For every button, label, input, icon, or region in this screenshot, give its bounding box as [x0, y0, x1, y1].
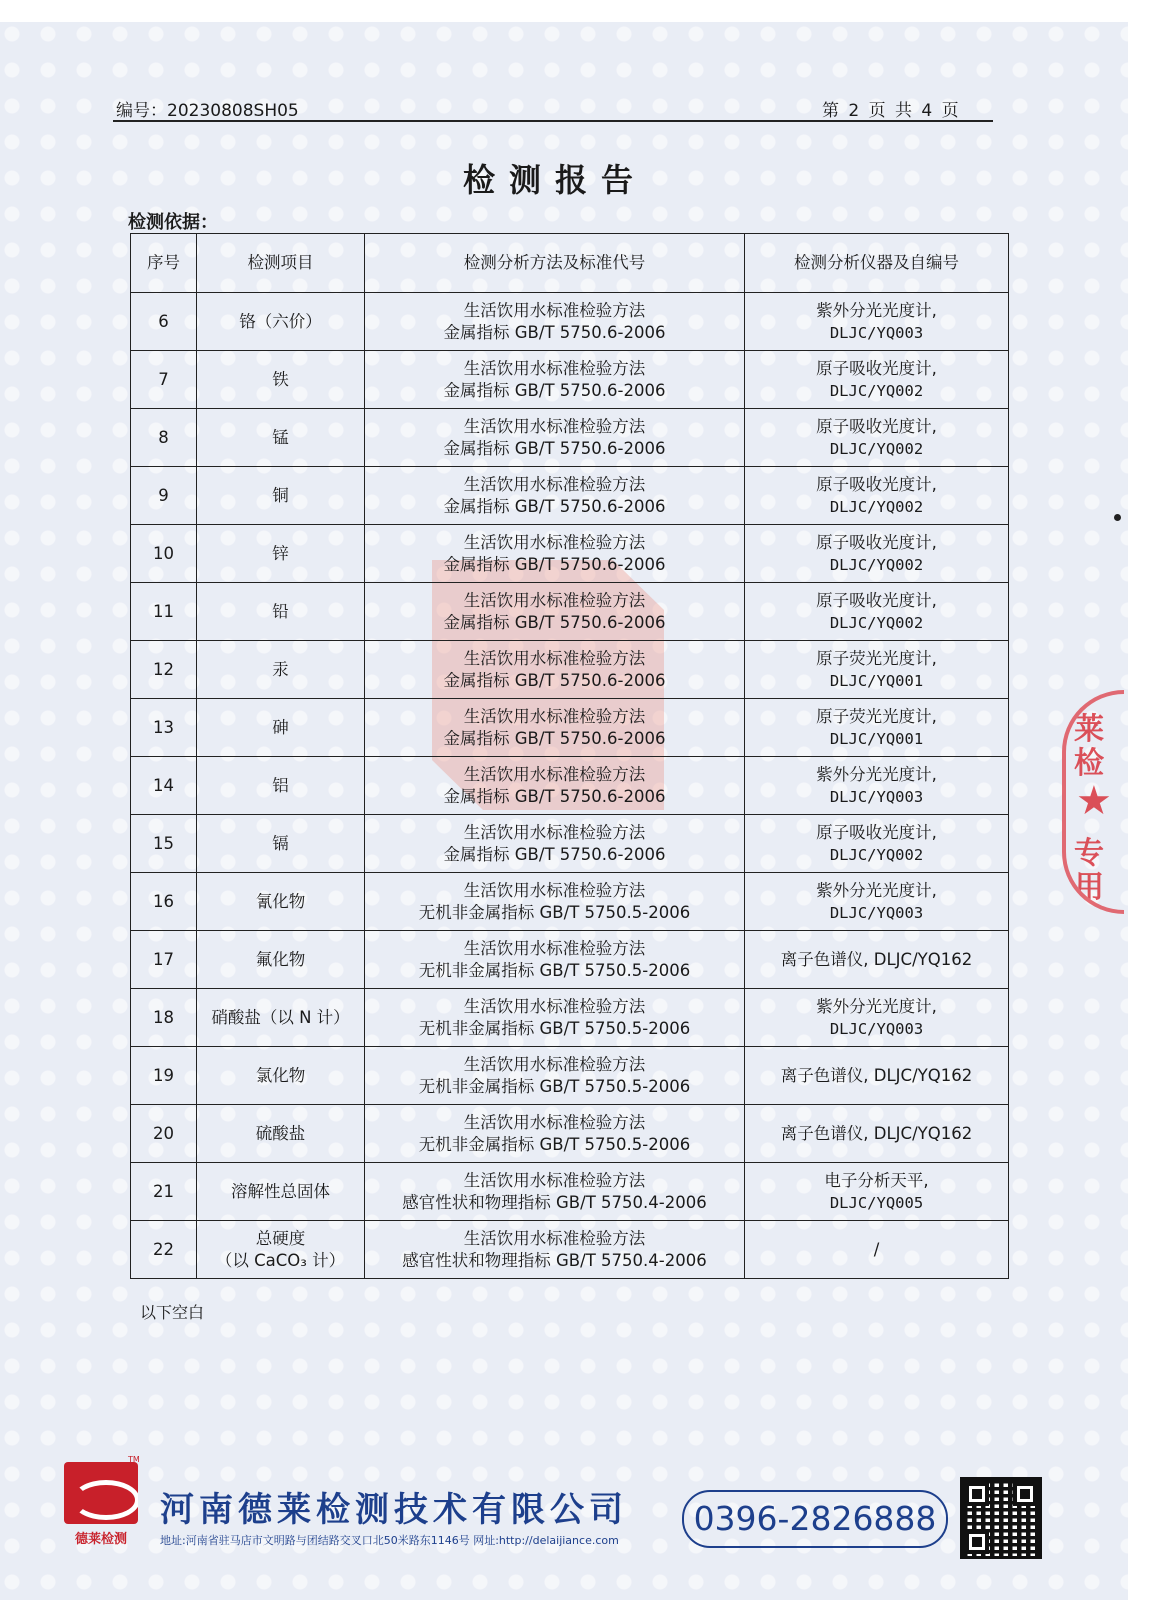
test-item-name: 氰化物 — [255, 891, 306, 911]
test-item-name: 锌 — [272, 543, 289, 563]
instrument-name: 离子色谱仪, DLJC/YQ162 — [780, 1123, 973, 1143]
method-title: 生活饮用水标准检验方法 — [463, 938, 646, 958]
col-header-item: 检测项目 — [197, 234, 365, 293]
test-instrument — [745, 293, 1009, 351]
table-row — [131, 467, 1009, 525]
method-title: 生活饮用水标准检验方法 — [463, 1228, 646, 1248]
method-standard: 金属指标 GB/T 5750.6-2006 — [443, 612, 666, 632]
method-standard: 金属指标 GB/T 5750.6-2006 — [443, 322, 666, 342]
test-basis-table — [130, 233, 1009, 1279]
table-row — [131, 409, 1009, 467]
test-item-name: 铜 — [272, 485, 289, 505]
test-method — [365, 1047, 745, 1105]
row-number: 16 — [131, 873, 197, 931]
test-method — [365, 757, 745, 815]
test-item — [197, 1163, 365, 1221]
test-method — [365, 525, 745, 583]
method-standard: 无机非金属指标 GB/T 5750.5-2006 — [418, 902, 691, 922]
row-number: 6 — [131, 293, 197, 351]
table-row — [131, 931, 1009, 989]
table-row — [131, 1105, 1009, 1163]
test-item — [197, 815, 365, 873]
instrument-id: DLJC/YQ002 — [829, 439, 924, 458]
method-title: 生活饮用水标准检验方法 — [463, 648, 646, 668]
instrument-id: DLJC/YQ003 — [829, 787, 924, 806]
instrument-name: 原子吸收光度计, — [816, 822, 937, 842]
test-item-note: （以 CaCO₃ 计） — [215, 1250, 346, 1270]
table-row — [131, 1163, 1009, 1221]
company-phone: 0396-2826888 — [682, 1490, 948, 1548]
test-item-name: 砷 — [272, 717, 289, 737]
method-title: 生活饮用水标准检验方法 — [463, 300, 646, 320]
test-method — [365, 583, 745, 641]
method-title: 生活饮用水标准检验方法 — [463, 416, 646, 436]
seal-char: 检 — [1074, 746, 1104, 781]
row-number: 12 — [131, 641, 197, 699]
instrument-id: DLJC/YQ005 — [829, 1193, 924, 1212]
row-number: 15 — [131, 815, 197, 873]
method-standard: 金属指标 GB/T 5750.6-2006 — [443, 380, 666, 400]
method-standard: 感官性状和物理指标 GB/T 5750.4-2006 — [402, 1250, 707, 1270]
test-instrument — [745, 1105, 1009, 1163]
col-header-method: 检测分析方法及标准代号 — [365, 234, 745, 293]
test-instrument — [745, 931, 1009, 989]
test-item — [197, 467, 365, 525]
method-standard: 金属指标 GB/T 5750.6-2006 — [443, 554, 666, 574]
row-number: 22 — [131, 1221, 197, 1279]
test-instrument — [745, 757, 1009, 815]
instrument-name: 紫外分光光度计, — [816, 996, 937, 1016]
method-standard: 感官性状和物理指标 GB/T 5750.4-2006 — [402, 1192, 707, 1212]
method-title: 生活饮用水标准检验方法 — [463, 474, 646, 494]
method-title: 生活饮用水标准检验方法 — [463, 358, 646, 378]
qr-finder-icon — [965, 1482, 989, 1506]
test-method — [365, 1163, 745, 1221]
method-title: 生活饮用水标准检验方法 — [463, 532, 646, 552]
logo-swoosh-icon — [72, 1480, 138, 1520]
test-method — [365, 409, 745, 467]
test-instrument — [745, 409, 1009, 467]
method-standard: 无机非金属指标 GB/T 5750.5-2006 — [418, 1134, 691, 1154]
company-logo — [64, 1462, 138, 1524]
instrument-id: DLJC/YQ003 — [829, 903, 924, 922]
row-number: 7 — [131, 351, 197, 409]
seal-char: 用 — [1074, 870, 1104, 905]
method-standard: 金属指标 GB/T 5750.6-2006 — [443, 670, 666, 690]
instrument-id: DLJC/YQ002 — [829, 497, 924, 516]
test-item-name: 铝 — [272, 775, 289, 795]
test-instrument — [745, 1221, 1009, 1279]
row-number: 18 — [131, 989, 197, 1047]
test-method — [365, 989, 745, 1047]
table-row — [131, 1047, 1009, 1105]
table-row — [131, 293, 1009, 351]
instrument-name: 电子分析天平, — [824, 1170, 929, 1190]
test-method — [365, 1221, 745, 1279]
test-item — [197, 583, 365, 641]
test-item — [197, 931, 365, 989]
method-standard: 金属指标 GB/T 5750.6-2006 — [443, 496, 666, 516]
instrument-name: 原子吸收光度计, — [816, 532, 937, 552]
qr-code-icon — [963, 1480, 1039, 1556]
test-item — [197, 1221, 365, 1279]
table-row — [131, 757, 1009, 815]
test-item — [197, 409, 365, 467]
test-method — [365, 293, 745, 351]
method-title: 生活饮用水标准检验方法 — [463, 1170, 646, 1190]
test-method — [365, 1105, 745, 1163]
test-instrument — [745, 1163, 1009, 1221]
test-item — [197, 641, 365, 699]
test-item-name: 溶解性总固体 — [231, 1181, 330, 1201]
instrument-name: 原子吸收光度计, — [816, 590, 937, 610]
row-number: 21 — [131, 1163, 197, 1221]
logo-caption: 德莱检测 — [74, 1532, 127, 1547]
instrument-name: / — [873, 1239, 880, 1259]
col-header-no: 序号 — [131, 234, 197, 293]
test-instrument — [745, 1047, 1009, 1105]
instrument-name: 原子荧光光度计, — [816, 648, 937, 668]
qr-finder-icon — [1013, 1482, 1037, 1506]
table-row — [131, 873, 1009, 931]
test-instrument — [745, 467, 1009, 525]
test-item-name: 硝酸盐（以 N 计） — [211, 1007, 350, 1027]
row-number: 8 — [131, 409, 197, 467]
qr-finder-icon — [965, 1530, 989, 1554]
report-title: 检测报告 — [462, 161, 647, 199]
method-title: 生活饮用水标准检验方法 — [463, 822, 646, 842]
test-item-name: 汞 — [272, 659, 289, 679]
table-row — [131, 815, 1009, 873]
method-title: 生活饮用水标准检验方法 — [463, 590, 646, 610]
instrument-name: 紫外分光光度计, — [816, 764, 937, 784]
instrument-id: DLJC/YQ003 — [829, 323, 924, 342]
method-standard: 无机非金属指标 GB/T 5750.5-2006 — [418, 960, 691, 980]
test-instrument — [745, 873, 1009, 931]
test-item-name: 氯化物 — [255, 1065, 306, 1085]
table-row — [131, 1221, 1009, 1279]
test-instrument — [745, 583, 1009, 641]
instrument-name: 紫外分光光度计, — [816, 300, 937, 320]
test-instrument — [745, 351, 1009, 409]
instrument-name: 紫外分光光度计, — [816, 880, 937, 900]
row-number: 17 — [131, 931, 197, 989]
table-header-row — [131, 234, 1009, 293]
instrument-name: 原子吸收光度计, — [816, 358, 937, 378]
test-method — [365, 641, 745, 699]
document-number: 编号：20230808SH05 — [116, 101, 299, 121]
table-row — [131, 989, 1009, 1047]
instrument-id: DLJC/YQ002 — [829, 555, 924, 574]
test-item — [197, 525, 365, 583]
test-method — [365, 931, 745, 989]
test-item-name: 硫酸盐 — [255, 1123, 306, 1143]
col-header-instrument: 检测分析仪器及自编号 — [745, 234, 1009, 293]
test-item-name: 锰 — [272, 427, 289, 447]
test-item — [197, 757, 365, 815]
test-item-name: 氟化物 — [255, 949, 306, 969]
star-icon: ★ — [1076, 778, 1112, 824]
company-name: 河南德莱检测技术有限公司 — [160, 1490, 628, 1530]
row-number: 13 — [131, 699, 197, 757]
method-standard: 金属指标 GB/T 5750.6-2006 — [443, 786, 666, 806]
method-title: 生活饮用水标准检验方法 — [463, 880, 646, 900]
instrument-id: DLJC/YQ002 — [829, 613, 924, 632]
test-item — [197, 1105, 365, 1163]
test-instrument — [745, 525, 1009, 583]
test-item-name: 镉 — [272, 833, 289, 853]
company-address: 地址:河南省驻马店市文明路与团结路交叉口北50米路东1146号 网址:http://delaijiance.com — [160, 1534, 619, 1547]
row-number: 10 — [131, 525, 197, 583]
table-row — [131, 699, 1009, 757]
method-title: 生活饮用水标准检验方法 — [463, 996, 646, 1016]
test-method — [365, 699, 745, 757]
test-method — [365, 351, 745, 409]
method-standard: 无机非金属指标 GB/T 5750.5-2006 — [418, 1018, 691, 1038]
method-standard: 无机非金属指标 GB/T 5750.5-2006 — [418, 1076, 691, 1096]
ink-dot — [1114, 514, 1121, 521]
page-number: 第 2 页 共 4 页 — [822, 101, 961, 121]
table-row — [131, 351, 1009, 409]
test-item — [197, 351, 365, 409]
red-seal-stamp — [1062, 690, 1124, 914]
instrument-id: DLJC/YQ001 — [829, 671, 924, 690]
test-item — [197, 1047, 365, 1105]
test-instrument — [745, 641, 1009, 699]
seal-char: 莱 — [1074, 712, 1104, 747]
test-item-name: 总硬度 — [255, 1228, 306, 1248]
method-title: 生活饮用水标准检验方法 — [463, 1112, 646, 1132]
test-instrument — [745, 815, 1009, 873]
instrument-name: 原子吸收光度计, — [816, 416, 937, 436]
instrument-name: 离子色谱仪, DLJC/YQ162 — [780, 949, 973, 969]
test-instrument — [745, 989, 1009, 1047]
test-method — [365, 873, 745, 931]
test-item — [197, 293, 365, 351]
basis-label: 检测依据： — [128, 212, 218, 233]
header-rule — [113, 120, 993, 122]
row-number: 9 — [131, 467, 197, 525]
test-item-name: 铁 — [272, 369, 289, 389]
method-title: 生活饮用水标准检验方法 — [463, 1054, 646, 1074]
instrument-name: 原子荧光光度计, — [816, 706, 937, 726]
test-item — [197, 699, 365, 757]
table-row — [131, 525, 1009, 583]
table-row — [131, 641, 1009, 699]
instrument-name: 原子吸收光度计, — [816, 474, 937, 494]
method-standard: 金属指标 GB/T 5750.6-2006 — [443, 728, 666, 748]
method-standard: 金属指标 GB/T 5750.6-2006 — [443, 438, 666, 458]
instrument-name: 离子色谱仪, DLJC/YQ162 — [780, 1065, 973, 1085]
blank-below-note: 以下空白 — [140, 1303, 205, 1322]
row-number: 20 — [131, 1105, 197, 1163]
trademark-mark: TM — [128, 1455, 140, 1464]
test-item-name: 铬（六价） — [239, 311, 322, 331]
instrument-id: DLJC/YQ002 — [829, 845, 924, 864]
method-title: 生活饮用水标准检验方法 — [463, 706, 646, 726]
test-method — [365, 815, 745, 873]
instrument-id: DLJC/YQ001 — [829, 729, 924, 748]
instrument-id: DLJC/YQ002 — [829, 381, 924, 400]
test-method — [365, 467, 745, 525]
row-number: 11 — [131, 583, 197, 641]
test-item — [197, 989, 365, 1047]
row-number: 19 — [131, 1047, 197, 1105]
test-item-name: 铅 — [272, 601, 289, 621]
test-item — [197, 873, 365, 931]
method-title: 生活饮用水标准检验方法 — [463, 764, 646, 784]
row-number: 14 — [131, 757, 197, 815]
table-row — [131, 583, 1009, 641]
instrument-id: DLJC/YQ003 — [829, 1019, 924, 1038]
seal-char: 专 — [1074, 836, 1104, 871]
test-instrument — [745, 699, 1009, 757]
method-standard: 金属指标 GB/T 5750.6-2006 — [443, 844, 666, 864]
